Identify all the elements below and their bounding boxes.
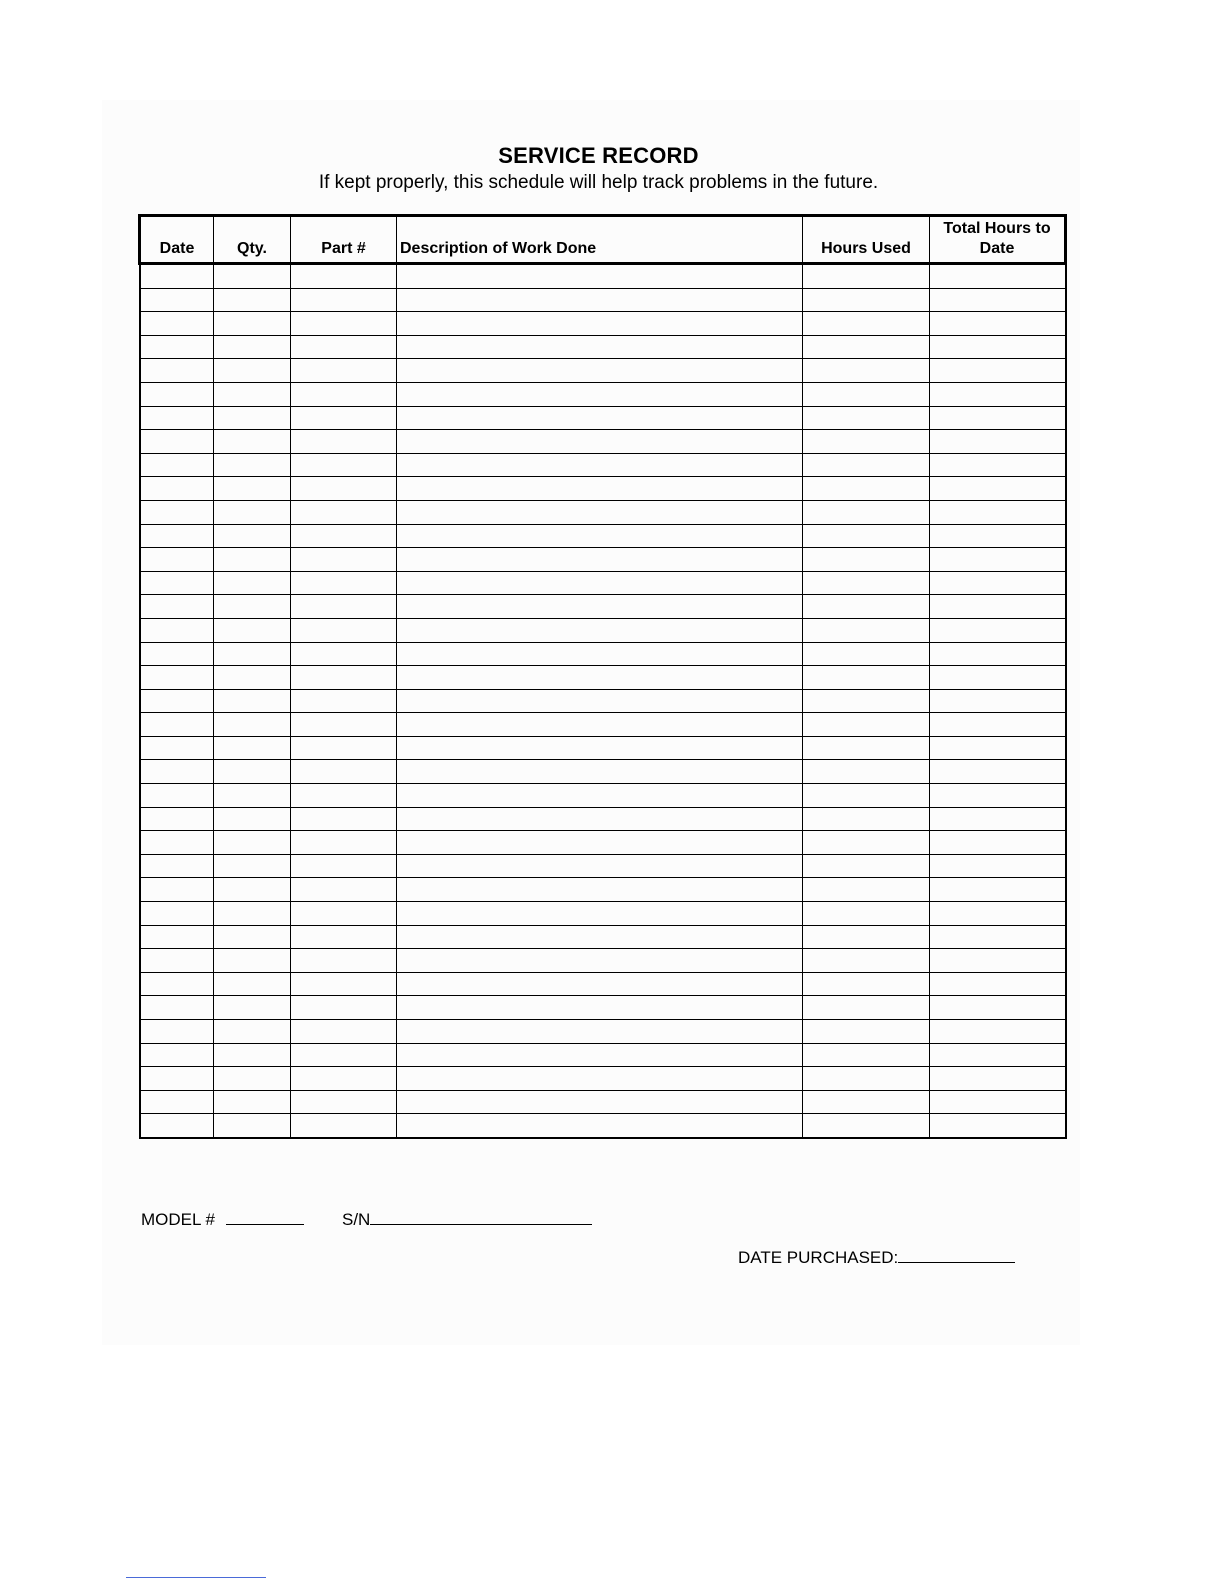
cell-total_hours[interactable] — [930, 524, 1066, 548]
cell-hours_used[interactable] — [803, 807, 930, 831]
cell-part[interactable] — [291, 288, 397, 312]
table-row — [140, 430, 1066, 454]
cell-date[interactable] — [140, 406, 214, 430]
cell-qty[interactable] — [214, 571, 291, 595]
table-row — [140, 264, 1066, 289]
cell-date[interactable] — [140, 595, 214, 619]
table-row — [140, 878, 1066, 902]
cell-description[interactable] — [397, 430, 803, 454]
cell-hours_used[interactable] — [803, 949, 930, 973]
cell-description[interactable] — [397, 925, 803, 949]
cell-part[interactable] — [291, 854, 397, 878]
cell-part[interactable] — [291, 925, 397, 949]
cell-part[interactable] — [291, 595, 397, 619]
cell-part[interactable] — [291, 784, 397, 808]
cell-hours_used[interactable] — [803, 902, 930, 926]
cell-total_hours[interactable] — [930, 1067, 1066, 1091]
cell-date[interactable] — [140, 359, 214, 383]
cell-total_hours[interactable] — [930, 925, 1066, 949]
service-record-table — [138, 214, 1067, 1139]
cell-qty[interactable] — [214, 288, 291, 312]
cell-hours_used[interactable] — [803, 406, 930, 430]
cell-qty[interactable] — [214, 595, 291, 619]
cell-description[interactable] — [397, 1090, 803, 1114]
cell-total_hours[interactable] — [930, 1090, 1066, 1114]
cell-qty[interactable] — [214, 854, 291, 878]
cell-qty[interactable] — [214, 406, 291, 430]
cell-hours_used[interactable] — [803, 382, 930, 406]
cell-total_hours[interactable] — [930, 312, 1066, 336]
cell-part[interactable] — [291, 972, 397, 996]
model-number-field — [141, 1210, 304, 1230]
cell-total_hours[interactable] — [930, 430, 1066, 454]
cell-date[interactable] — [140, 666, 214, 690]
cell-description[interactable] — [397, 760, 803, 784]
cell-date[interactable] — [140, 312, 214, 336]
cell-total_hours[interactable] — [930, 949, 1066, 973]
cell-hours_used[interactable] — [803, 972, 930, 996]
cell-part[interactable] — [291, 500, 397, 524]
cell-description[interactable] — [397, 642, 803, 666]
cell-total_hours[interactable] — [930, 831, 1066, 855]
cell-hours_used[interactable] — [803, 595, 930, 619]
cell-total_hours[interactable] — [930, 784, 1066, 808]
column-header-hours-used: Hours Used — [803, 216, 930, 264]
cell-description[interactable] — [397, 288, 803, 312]
cell-date[interactable] — [140, 477, 214, 501]
cell-description[interactable] — [397, 736, 803, 760]
table-row — [140, 524, 1066, 548]
cell-total_hours[interactable] — [930, 972, 1066, 996]
table-row — [140, 972, 1066, 996]
table-row — [140, 335, 1066, 359]
cell-description[interactable] — [397, 453, 803, 477]
cell-date[interactable] — [140, 453, 214, 477]
table-row — [140, 312, 1066, 336]
cell-total_hours[interactable] — [930, 760, 1066, 784]
cell-hours_used[interactable] — [803, 925, 930, 949]
cell-qty[interactable] — [214, 972, 291, 996]
cell-date[interactable] — [140, 618, 214, 642]
cell-total_hours[interactable] — [930, 288, 1066, 312]
cell-total_hours[interactable] — [930, 406, 1066, 430]
cell-description[interactable] — [397, 807, 803, 831]
cell-qty[interactable] — [214, 312, 291, 336]
table-row — [140, 618, 1066, 642]
model-number-blank[interactable] — [226, 1223, 304, 1225]
cell-description[interactable] — [397, 1043, 803, 1067]
cell-date[interactable] — [140, 500, 214, 524]
cell-description[interactable] — [397, 406, 803, 430]
cell-date[interactable] — [140, 335, 214, 359]
cell-part[interactable] — [291, 335, 397, 359]
cell-total_hours[interactable] — [930, 548, 1066, 572]
cell-part[interactable] — [291, 477, 397, 501]
cell-date[interactable] — [140, 1020, 214, 1044]
cell-description[interactable] — [397, 878, 803, 902]
cell-hours_used[interactable] — [803, 760, 930, 784]
cell-qty[interactable] — [214, 713, 291, 737]
table-row — [140, 736, 1066, 760]
cell-hours_used[interactable] — [803, 1090, 930, 1114]
cell-description[interactable] — [397, 264, 803, 289]
cell-description[interactable] — [397, 996, 803, 1020]
cell-description[interactable] — [397, 335, 803, 359]
cell-hours_used[interactable] — [803, 854, 930, 878]
cell-part[interactable] — [291, 406, 397, 430]
cell-part[interactable] — [291, 831, 397, 855]
cell-total_hours[interactable] — [930, 666, 1066, 690]
cell-total_hours[interactable] — [930, 854, 1066, 878]
cell-qty[interactable] — [214, 453, 291, 477]
document-title: SERVICE RECORD — [498, 143, 699, 168]
cell-date[interactable] — [140, 854, 214, 878]
cell-total_hours[interactable] — [930, 359, 1066, 383]
cell-total_hours[interactable] — [930, 902, 1066, 926]
cell-hours_used[interactable] — [803, 1020, 930, 1044]
cell-qty[interactable] — [214, 618, 291, 642]
cell-hours_used[interactable] — [803, 500, 930, 524]
cell-total_hours[interactable] — [930, 571, 1066, 595]
table-row — [140, 571, 1066, 595]
cell-total_hours[interactable] — [930, 595, 1066, 619]
cell-part[interactable] — [291, 430, 397, 454]
cell-hours_used[interactable] — [803, 736, 930, 760]
table-row — [140, 996, 1066, 1020]
cell-date[interactable] — [140, 736, 214, 760]
cell-date[interactable] — [140, 902, 214, 926]
cell-total_hours[interactable] — [930, 996, 1066, 1020]
cell-part[interactable] — [291, 1114, 397, 1138]
cell-hours_used[interactable] — [803, 571, 930, 595]
cell-description[interactable] — [397, 666, 803, 690]
cell-date[interactable] — [140, 949, 214, 973]
table-row — [140, 854, 1066, 878]
table-row — [140, 1114, 1066, 1138]
cell-total_hours[interactable] — [930, 453, 1066, 477]
cell-description[interactable] — [397, 689, 803, 713]
cell-description[interactable] — [397, 382, 803, 406]
cell-qty[interactable] — [214, 642, 291, 666]
cell-date[interactable] — [140, 878, 214, 902]
cell-qty[interactable] — [214, 996, 291, 1020]
column-header-description: Description of Work Done — [397, 216, 803, 264]
table-row — [140, 760, 1066, 784]
cell-description[interactable] — [397, 477, 803, 501]
cell-total_hours[interactable] — [930, 618, 1066, 642]
table-body — [140, 264, 1066, 1138]
cell-hours_used[interactable] — [803, 1067, 930, 1091]
cell-hours_used[interactable] — [803, 1114, 930, 1138]
cell-qty[interactable] — [214, 1020, 291, 1044]
table-header-row — [140, 216, 1066, 264]
cell-description[interactable] — [397, 595, 803, 619]
cell-hours_used[interactable] — [803, 477, 930, 501]
cell-qty[interactable] — [214, 359, 291, 383]
cell-date[interactable] — [140, 760, 214, 784]
cell-hours_used[interactable] — [803, 784, 930, 808]
cell-part[interactable] — [291, 571, 397, 595]
cell-qty[interactable] — [214, 949, 291, 973]
column-header-part: Part # — [291, 216, 397, 264]
cell-qty[interactable] — [214, 430, 291, 454]
cell-hours_used[interactable] — [803, 996, 930, 1020]
cell-total_hours[interactable] — [930, 382, 1066, 406]
cell-description[interactable] — [397, 571, 803, 595]
cell-qty[interactable] — [214, 548, 291, 572]
cell-description[interactable] — [397, 524, 803, 548]
cell-description[interactable] — [397, 784, 803, 808]
cell-total_hours[interactable] — [930, 713, 1066, 737]
cell-part[interactable] — [291, 689, 397, 713]
serial-number-field — [342, 1210, 592, 1230]
document-subtitle: If kept properly, this schedule will help track problems in the future. — [318, 172, 879, 193]
cell-part[interactable] — [291, 264, 397, 289]
cell-hours_used[interactable] — [803, 312, 930, 336]
cell-hours_used[interactable] — [803, 618, 930, 642]
cell-qty[interactable] — [214, 1114, 291, 1138]
cell-date[interactable] — [140, 1043, 214, 1067]
cell-qty[interactable] — [214, 666, 291, 690]
cell-qty[interactable] — [214, 1067, 291, 1091]
cell-qty[interactable] — [214, 736, 291, 760]
cell-description[interactable] — [397, 831, 803, 855]
cell-description[interactable] — [397, 1114, 803, 1138]
date-purchased-label: DATE PURCHASED: — [738, 1248, 899, 1267]
table-row — [140, 477, 1066, 501]
cell-total_hours[interactable] — [930, 1043, 1066, 1067]
table-row — [140, 1067, 1066, 1091]
cell-date[interactable] — [140, 264, 214, 289]
cell-hours_used[interactable] — [803, 666, 930, 690]
cell-qty[interactable] — [214, 477, 291, 501]
table-row — [140, 642, 1066, 666]
cell-total_hours[interactable] — [930, 1114, 1066, 1138]
cell-hours_used[interactable] — [803, 288, 930, 312]
cell-part[interactable] — [291, 713, 397, 737]
cell-qty[interactable] — [214, 382, 291, 406]
table-row — [140, 949, 1066, 973]
cell-date[interactable] — [140, 382, 214, 406]
cell-part[interactable] — [291, 548, 397, 572]
cell-part[interactable] — [291, 642, 397, 666]
cell-qty[interactable] — [214, 1090, 291, 1114]
cell-qty[interactable] — [214, 264, 291, 289]
serial-number-label: S/N — [342, 1210, 371, 1229]
cell-part[interactable] — [291, 1043, 397, 1067]
cell-hours_used[interactable] — [803, 335, 930, 359]
cell-qty[interactable] — [214, 878, 291, 902]
cell-hours_used[interactable] — [803, 1043, 930, 1067]
cell-date[interactable] — [140, 1114, 214, 1138]
cell-description[interactable] — [397, 713, 803, 737]
cell-date[interactable] — [140, 972, 214, 996]
table-row — [140, 784, 1066, 808]
cell-qty[interactable] — [214, 925, 291, 949]
table-row — [140, 831, 1066, 855]
cell-part[interactable] — [291, 382, 397, 406]
table-row — [140, 689, 1066, 713]
cell-description[interactable] — [397, 949, 803, 973]
table-row — [140, 1090, 1066, 1114]
cell-hours_used[interactable] — [803, 713, 930, 737]
cell-part[interactable] — [291, 736, 397, 760]
table-row — [140, 595, 1066, 619]
cell-description[interactable] — [397, 359, 803, 383]
cell-part[interactable] — [291, 312, 397, 336]
cell-part[interactable] — [291, 618, 397, 642]
cell-total_hours[interactable] — [930, 689, 1066, 713]
table-row — [140, 406, 1066, 430]
cell-date[interactable] — [140, 288, 214, 312]
cell-total_hours[interactable] — [930, 500, 1066, 524]
cell-qty[interactable] — [214, 902, 291, 926]
cell-date[interactable] — [140, 784, 214, 808]
column-header-date: Date — [140, 216, 214, 264]
cell-part[interactable] — [291, 359, 397, 383]
cell-hours_used[interactable] — [803, 831, 930, 855]
table-row — [140, 713, 1066, 737]
table-row — [140, 1043, 1066, 1067]
cell-date[interactable] — [140, 807, 214, 831]
cell-part[interactable] — [291, 949, 397, 973]
cell-date[interactable] — [140, 1067, 214, 1091]
cell-part[interactable] — [291, 996, 397, 1020]
table-row — [140, 902, 1066, 926]
cell-part[interactable] — [291, 1067, 397, 1091]
cell-qty[interactable] — [214, 689, 291, 713]
cell-date[interactable] — [140, 1090, 214, 1114]
cell-hours_used[interactable] — [803, 548, 930, 572]
bottom-link-underline — [126, 1577, 266, 1578]
cell-date[interactable] — [140, 524, 214, 548]
cell-date[interactable] — [140, 642, 214, 666]
cell-date[interactable] — [140, 996, 214, 1020]
cell-total_hours[interactable] — [930, 736, 1066, 760]
cell-date[interactable] — [140, 548, 214, 572]
cell-hours_used[interactable] — [803, 642, 930, 666]
cell-hours_used[interactable] — [803, 453, 930, 477]
column-header-total-hours: Total Hours to Date — [930, 216, 1066, 264]
cell-part[interactable] — [291, 524, 397, 548]
cell-part[interactable] — [291, 453, 397, 477]
cell-part[interactable] — [291, 1020, 397, 1044]
date-purchased-field — [738, 1248, 1015, 1268]
cell-total_hours[interactable] — [930, 264, 1066, 289]
cell-date[interactable] — [140, 713, 214, 737]
table-row — [140, 666, 1066, 690]
cell-description[interactable] — [397, 312, 803, 336]
table-row — [140, 807, 1066, 831]
cell-description[interactable] — [397, 500, 803, 524]
cell-date[interactable] — [140, 689, 214, 713]
cell-qty[interactable] — [214, 1043, 291, 1067]
cell-part[interactable] — [291, 1090, 397, 1114]
cell-part[interactable] — [291, 760, 397, 784]
cell-description[interactable] — [397, 1067, 803, 1091]
cell-date[interactable] — [140, 925, 214, 949]
cell-description[interactable] — [397, 548, 803, 572]
cell-total_hours[interactable] — [930, 807, 1066, 831]
table-row — [140, 500, 1066, 524]
cell-part[interactable] — [291, 807, 397, 831]
cell-part[interactable] — [291, 878, 397, 902]
cell-qty[interactable] — [214, 760, 291, 784]
cell-total_hours[interactable] — [930, 878, 1066, 902]
model-number-label: MODEL # — [141, 1210, 216, 1229]
cell-part[interactable] — [291, 902, 397, 926]
cell-hours_used[interactable] — [803, 264, 930, 289]
table-row — [140, 288, 1066, 312]
table-row — [140, 453, 1066, 477]
cell-description[interactable] — [397, 972, 803, 996]
cell-qty[interactable] — [214, 807, 291, 831]
cell-description[interactable] — [397, 854, 803, 878]
table-row — [140, 382, 1066, 406]
cell-date[interactable] — [140, 831, 214, 855]
cell-total_hours[interactable] — [930, 1020, 1066, 1044]
cell-date[interactable] — [140, 430, 214, 454]
cell-qty[interactable] — [214, 831, 291, 855]
cell-hours_used[interactable] — [803, 689, 930, 713]
table-row — [140, 548, 1066, 572]
cell-total_hours[interactable] — [930, 642, 1066, 666]
cell-hours_used[interactable] — [803, 359, 930, 383]
table-row — [140, 1020, 1066, 1044]
column-header-qty: Qty. — [214, 216, 291, 264]
cell-total_hours[interactable] — [930, 335, 1066, 359]
cell-total_hours[interactable] — [930, 477, 1066, 501]
cell-hours_used[interactable] — [803, 524, 930, 548]
serial-number-blank[interactable] — [370, 1223, 592, 1225]
cell-qty[interactable] — [214, 524, 291, 548]
cell-description[interactable] — [397, 1020, 803, 1044]
cell-description[interactable] — [397, 902, 803, 926]
cell-hours_used[interactable] — [803, 878, 930, 902]
table-row — [140, 925, 1066, 949]
table-row — [140, 359, 1066, 383]
cell-qty[interactable] — [214, 784, 291, 808]
cell-date[interactable] — [140, 571, 214, 595]
cell-qty[interactable] — [214, 335, 291, 359]
cell-qty[interactable] — [214, 500, 291, 524]
date-purchased-blank[interactable] — [898, 1261, 1015, 1263]
cell-description[interactable] — [397, 618, 803, 642]
cell-part[interactable] — [291, 666, 397, 690]
cell-hours_used[interactable] — [803, 430, 930, 454]
